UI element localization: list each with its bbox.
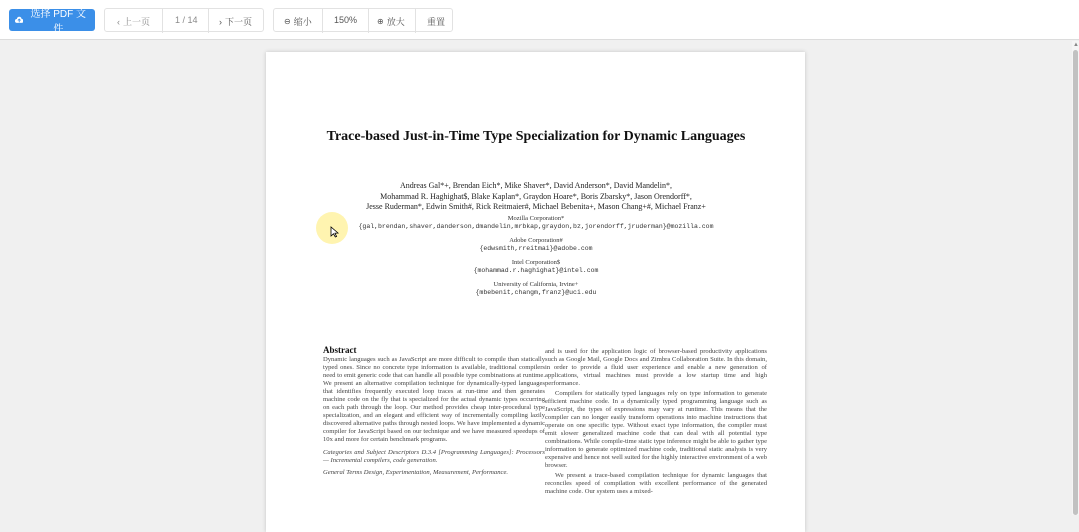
divider bbox=[368, 9, 369, 33]
divider bbox=[322, 9, 323, 33]
toolbar bbox=[0, 0, 1079, 40]
zoom-out-icon: ⊖ bbox=[284, 17, 291, 26]
zoom-in-icon: ⊕ bbox=[377, 17, 384, 26]
scrollbar-thumb[interactable] bbox=[1073, 50, 1078, 515]
affiliation bbox=[306, 281, 766, 297]
paragraph: and is used for the application logic of browser-based productivity applications such as Google Mail, Google Docs and Zimbra Collaboration Suite. In this domain, in order to provide a fluid user experience and enable a new generation of applications, virtual machines must provide a low startup time and high performance. bbox=[545, 348, 767, 387]
scroll-up-icon[interactable]: ▲ bbox=[1073, 42, 1079, 48]
divider bbox=[162, 9, 163, 33]
pdf-page bbox=[266, 52, 805, 532]
zoom-out-label: 缩小 bbox=[293, 17, 312, 27]
chevron-left-icon: ‹ bbox=[117, 16, 120, 27]
mouse-cursor-icon bbox=[330, 226, 340, 238]
select-pdf-button[interactable] bbox=[9, 9, 95, 35]
next-page-label: 下一页 bbox=[225, 17, 253, 27]
affiliation-name: University of California, Irvine+ bbox=[493, 281, 579, 288]
select-pdf-label: 选择 PDF 文件 bbox=[30, 9, 86, 35]
affiliation-email: {gal,brendan,shaver,danderson,dmandelin,mrbkap,graydon,bz,jorendorff,jruderman}@mozilla.com bbox=[358, 223, 714, 230]
page-navigation-group bbox=[104, 8, 264, 32]
next-page-button[interactable] bbox=[219, 15, 252, 28]
divider bbox=[415, 9, 416, 33]
author-line: Andreas Gal*+, Brendan Eich*, Mike Shaver*, David Anderson*, David Mandelin*, bbox=[399, 181, 672, 190]
abstract-heading: Abstract bbox=[323, 345, 357, 355]
abstract-text: Dynamic languages such as JavaScript are more difficult to compile than statically typed ones. Since no concrete type information is available, traditional compilers need to emit generic code that can handle all possible type combinations at runtime. We present an alternative compilation technique for dynamically-typed languages that identifies frequently executed loop traces at run-time and then generates machine code on the fly that is specialized for the actual dynamic types occurring on each path through the loop. Our method provides cheap inter-procedural type specialization, and an elegant and efficient way of incrementally compiling lazily discovered alternative paths through nested loops. We have implemented a dynamic compiler for JavaScript based on our technique and we have measured speedups of 10x and more for certain benchmark programs. bbox=[323, 356, 545, 443]
divider bbox=[208, 9, 209, 33]
right-column bbox=[545, 348, 767, 496]
author-line: Jesse Ruderman*, Edwin Smith#, Rick Reitmaier#, Michael Bebenita+, Mason Chang+#, Michael Franz+ bbox=[366, 202, 706, 211]
zoom-in-button[interactable] bbox=[377, 15, 405, 28]
page-indicator: 1 / 14 bbox=[175, 15, 198, 25]
left-column bbox=[323, 346, 545, 477]
author-line: Mohammad R. Haghighat$, Blake Kaplan*, Graydon Hoare*, Boris Zbarsky*, Jason Orendorff*, bbox=[380, 191, 692, 201]
paragraph: Compilers for statically typed languages rely on type information to generate efficient machine code. In a dynamically typed programming language such as JavaScript, the types of expressions may vary at runtime. This means that the compiler can no longer easily transform operations into machine instructions that operate on one specific type. Without exact type information, the compiler must emit slower generalized machine code that can deal with all potential type combinations. While compile-time static type inference might be able to gather type information to generate optimized machine code, traditional static analysis is very expensive and hence not well suited for the highly interactive environment of a web browser. bbox=[545, 390, 767, 469]
zoom-in-label: 放大 bbox=[386, 17, 405, 27]
affiliation-name: Adobe Corporation# bbox=[509, 237, 563, 244]
categories-text: Categories and Subject Descriptors D.3.4 [Programming Languages]: Processors — Incremental compilers, code generation. bbox=[323, 449, 545, 464]
prev-page-label: 上一页 bbox=[123, 17, 151, 27]
zoom-out-button[interactable] bbox=[284, 15, 312, 28]
affiliation bbox=[306, 237, 766, 253]
zoom-level: 150% bbox=[334, 15, 358, 25]
prev-page-button[interactable] bbox=[117, 15, 150, 28]
affiliation-email: {mbebenit,changm,franz}@uci.edu bbox=[475, 289, 597, 296]
paragraph: We present a trace-based compilation technique for dynamic languages that reconciles speed of compilation with excellent performance of the generated machine code. Our system uses a mixed- bbox=[545, 472, 767, 495]
chevron-right-icon: › bbox=[219, 16, 222, 27]
upload-icon bbox=[15, 16, 23, 24]
zoom-group bbox=[273, 8, 453, 32]
author-list bbox=[286, 181, 786, 213]
general-terms-text: General Terms Design, Experimentation, Measurement, Performance. bbox=[323, 469, 509, 476]
affiliation bbox=[306, 215, 766, 231]
affiliation-name: Mozilla Corporation* bbox=[507, 215, 565, 222]
affiliation-email: {mohammad.r.haghighat}@intel.com bbox=[473, 267, 599, 274]
paper-title: Trace-based Just-in-Time Type Specialization for Dynamic Languages bbox=[326, 129, 746, 144]
reset-button[interactable]: 重置 bbox=[427, 17, 446, 27]
affiliation-name: Intel Corporation$ bbox=[511, 259, 561, 266]
affiliation bbox=[306, 259, 766, 275]
affiliation-email: {edwsmith,rreitmai}@adobe.com bbox=[479, 245, 593, 252]
